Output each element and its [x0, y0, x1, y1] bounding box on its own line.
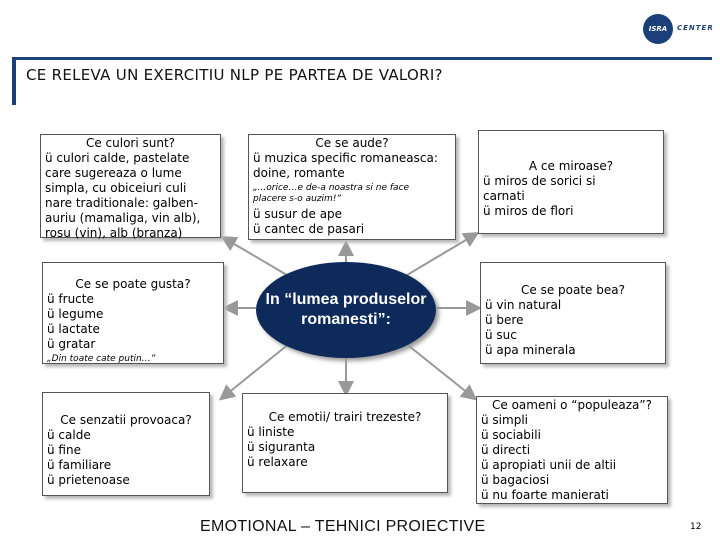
box-emotions	[242, 393, 448, 493]
box-people	[476, 396, 668, 504]
box-drink-line: ü bere	[485, 313, 524, 327]
box-drink-line: ü vin natural	[485, 298, 562, 312]
arrow-to-people	[404, 342, 474, 398]
box-drink-heading: Ce se poate bea?	[521, 283, 625, 297]
box-smell-line: ü miros de flori	[483, 204, 574, 218]
box-sensations-line: ü familiare	[47, 458, 112, 472]
box-colors-line: simpla, cu obiceiuri culi	[45, 181, 187, 195]
box-drink-line: ü suc	[485, 328, 517, 342]
box-hear-line: ü susur de ape	[253, 207, 343, 221]
box-colors	[40, 134, 221, 238]
box-taste-line: ü gratar	[47, 337, 96, 351]
arrow-to-colors	[224, 238, 292, 278]
box-emotions-line: ü liniste	[247, 425, 295, 439]
logo-text: CENTER	[677, 24, 714, 32]
footer-title: EMOTIONAL – TEHNICI PROIECTIVE	[200, 518, 486, 535]
box-drink-line: ü apa minerala	[485, 343, 576, 357]
logo-mark: ISRA	[643, 14, 673, 44]
box-people-heading: Ce oameni o “populeaza”?	[492, 398, 652, 412]
box-hear-line: ü cantec de pasari	[253, 222, 365, 236]
box-smell-line: carnati	[483, 189, 525, 203]
box-hear-quote-line: placere s-o auzim!”	[253, 194, 342, 204]
box-sensations-line: ü calde	[47, 428, 91, 442]
box-hear-line: ü muzica specific romaneasca:	[253, 151, 438, 165]
box-emotions-line: ü relaxare	[247, 455, 308, 469]
box-hear-quote	[253, 183, 451, 205]
box-hear-quote-line: „...orice…e de-a noastra si ne face	[253, 183, 410, 193]
box-people-line: ü sociabili	[481, 428, 541, 442]
box-colors-line: care sugereaza o lume	[45, 166, 182, 180]
box-people-line: ü nu foarte manierati	[481, 488, 609, 502]
page-number: 12	[690, 522, 702, 532]
box-colors-line: ü culori calde, pastelate	[45, 151, 190, 165]
box-colors-line: nare traditionale: galben-	[45, 196, 198, 210]
slide-title: CE RELEVA UN EXERCITIU NLP PE PARTEA DE VALORI?	[26, 66, 443, 84]
box-taste-line: ü fructe	[47, 292, 94, 306]
box-drink	[480, 262, 666, 364]
arrow-to-sensations	[222, 343, 290, 398]
box-emotions-heading: Ce emotii/ trairi trezeste?	[268, 410, 422, 424]
center-ellipse	[256, 262, 436, 358]
box-people-line: ü simpli	[481, 413, 528, 427]
box-taste-quote: „Din toate cate putin…”	[47, 354, 156, 364]
box-hear-line: doine, romante	[253, 166, 345, 180]
box-sensations-line: ü fine	[47, 443, 81, 457]
box-smell-heading: A ce miroase?	[528, 159, 614, 173]
box-emotions-line: ü siguranta	[247, 440, 316, 454]
box-hear-heading: Ce se aude?	[315, 136, 389, 150]
box-colors-line: auriu (mamaliga, vin alb),	[45, 211, 201, 225]
box-smell-line: ü miros de sorici si	[483, 174, 596, 188]
box-sensations-heading: Ce senzatii provoaca?	[60, 413, 192, 427]
box-hear	[248, 134, 456, 240]
box-colors-heading: Ce culori sunt?	[85, 136, 176, 150]
box-sensations	[42, 392, 210, 496]
box-taste-line: ü legume	[47, 307, 104, 321]
arrow-to-smell	[402, 234, 476, 278]
box-sensations-line: ü prietenoase	[47, 473, 130, 487]
box-taste-line: ü lactate	[47, 322, 100, 336]
box-taste-heading: Ce se poate gusta?	[75, 277, 191, 291]
box-people-line: ü directi	[481, 443, 531, 457]
box-people-line: ü apropiati unii de altii	[481, 458, 617, 472]
box-smell	[478, 130, 664, 234]
center-line: In “lumea produselor	[265, 291, 427, 308]
box-taste	[42, 262, 224, 364]
center-line: romanesti”:	[301, 311, 391, 328]
box-people-line: ü bagaciosi	[481, 473, 550, 487]
box-colors-line: rosu (vin), alb (branza)	[45, 226, 183, 240]
